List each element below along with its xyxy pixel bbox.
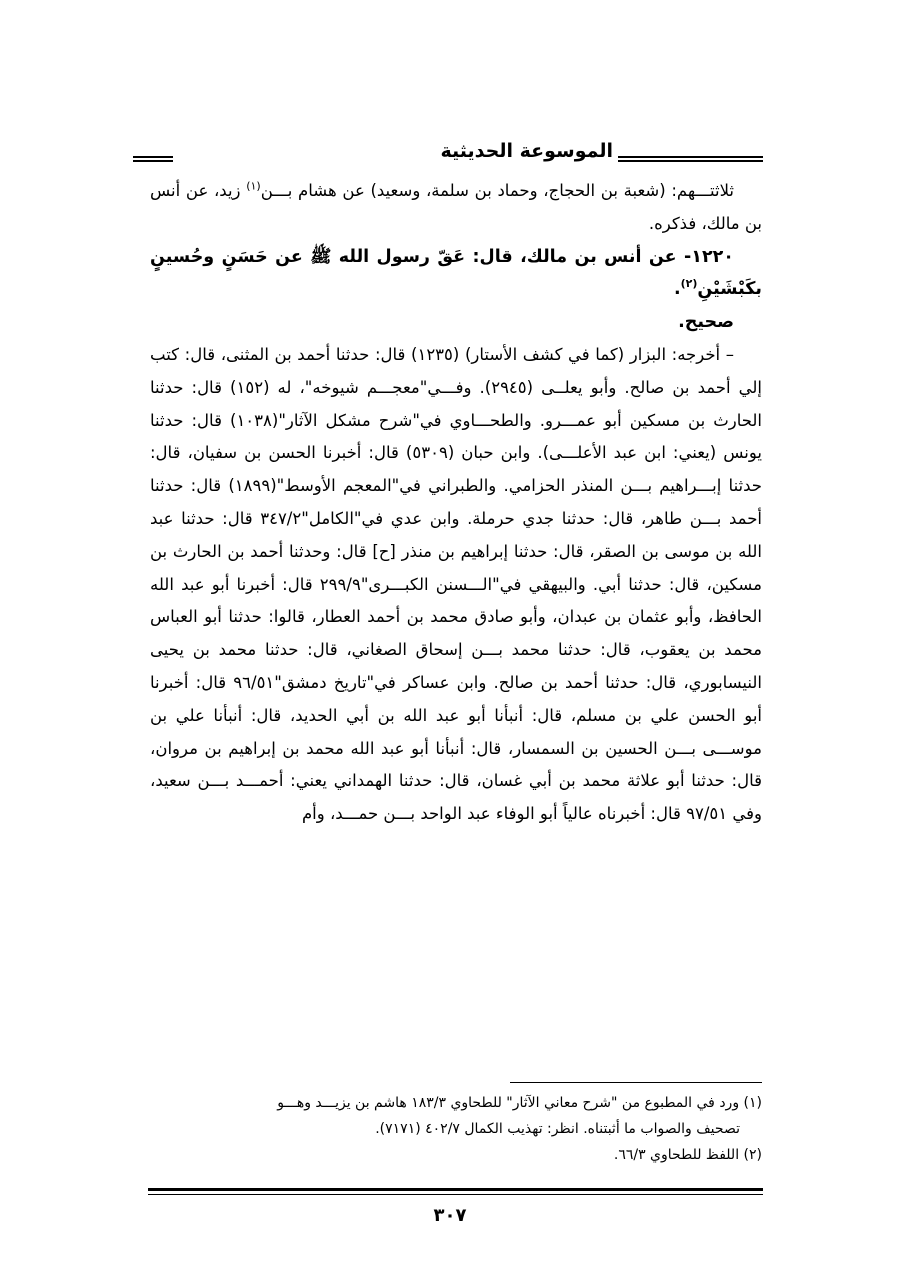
page-header	[133, 138, 763, 168]
bottom-rule-thick	[148, 1188, 763, 1191]
hadith-end: .	[673, 279, 681, 300]
main-text	[150, 175, 762, 831]
takhrij-paragraph: – أخرجه: البزار (كما في كشف الأستار) (١٢٣٥) قال: حدثنا أحمد بن المثنى، قال: كتب إلي أحمد بن صالح. وأبو يعلــى (٢٩٤٥). وفـــي"معجـــم شيوخه"، له (١٥٢) قال: حدثنا الحارث بن مسكين أبو عمـــرو. والطحـــاوي في"شرح مشكل الآثار"(١٠٣٨) قال: حدثنا يونس (يعني: ابن عبد الأعلـــى). وابن حبان (٥٣٠٩) قال: أخبرنا الحسن بن سفيان، قال: حدثنا إبـــراهيم بـــن المنذر الحزامي. والطبراني في"المعجم الأوسط"(١٨٩٩) قال: حدثنا أحمد بـــن طاهر، قال: حدثنا جدي حرملة. وابن عدي في"الكامل"٣٤٧/٢ قال: حدثنا عبد الله بن موسى بن الصقر، قال: حدثنا إبراهيم بن منذر [ح] قال: وحدثنا أحمد بن الحارث بن مسكين، قال: حدثنا أبي. والبيهقي في"الـــسنن الكبـــرى"٢٩٩/٩ قال: أخبرنا أبو عبد الله الحافظ، وأبو عثمان بن عبدان، وأبو صادق محمد بن أحمد العطار، قالوا: حدثنا أبو العباس محمد بن يعقوب، قال: حدثنا محمد بـــن إسحاق الصغاني، قال: حدثنا محمد بن يحيى النيسابوري، قال: حدثنا أحمد بن صالح. وابن عساكر في"تاريخ دمشق"٩٦/٥١ قال: أخبرنا أبو الحسن علي بن مسلم، قال: أنبأنا أبو عبد الله بن أبي الحديد، قال: أنبأنا علي بن موســـى بـــن الحسين بن السمسار، قال: أنبأنا أبو عبد الله محمد بن إبراهيم بن مروان، قال: حدثنا أبو علاثة محمد بن أبي غسان، قال: حدثنا الهمداني يعني: أحمـــد بـــن سعيد، وفي ٩٧/٥١ قال: أخبرناه عالياً أبو الوفاء عبد الواحد بـــن حمـــد، وأم	[150, 344, 762, 824]
hadith-grade: صحيح.	[678, 312, 734, 333]
header-title: الموسوعة الحديثية	[440, 140, 613, 162]
page-number: ٣٠٧	[433, 1205, 467, 1226]
footnotes	[150, 1090, 762, 1168]
bottom-rule-thin	[148, 1194, 763, 1195]
header-rule-left	[133, 156, 173, 162]
header-rule-right	[618, 156, 763, 162]
hadith-paragraph	[150, 241, 762, 307]
hadith-text: عن أنس بن مالك، قال: عَقّ رسول الله ﷺ عن حَسَنٍ وحُسينٍ بكَبْشَيْنِ	[150, 246, 762, 300]
footnote-2: (٢) اللفظ للطحاوي ٦٦/٣.	[613, 1147, 762, 1163]
footnote-divider	[510, 1082, 762, 1083]
footnote-ref-1: (١)	[246, 179, 261, 193]
footnote-1: (١) ورد في المطبوع من "شرح معاني الآثار" للطحاوي ١٨٣/٣ هاشم بن يزيـــد وهـــو	[277, 1095, 762, 1111]
footnote-1-continued: تصحيف والصواب ما أثبتناه. انظر: تهذيب الكمال ٤٠٢/٧ (٧١٧١).	[375, 1121, 740, 1137]
hadith-number: ١٢٢٠-	[684, 246, 734, 267]
footnote-ref-2: (٢)	[680, 277, 698, 291]
intro-line-1: ثلاثتـــهم: (شعبة بن الحجاج، وحماد بن سلمة، وسعيد) عن هشام بـــن	[260, 181, 735, 200]
paragraph-intro	[150, 175, 762, 241]
intro-line-2: زيد، عن أنس بن مالك، فذكره.	[150, 181, 762, 233]
